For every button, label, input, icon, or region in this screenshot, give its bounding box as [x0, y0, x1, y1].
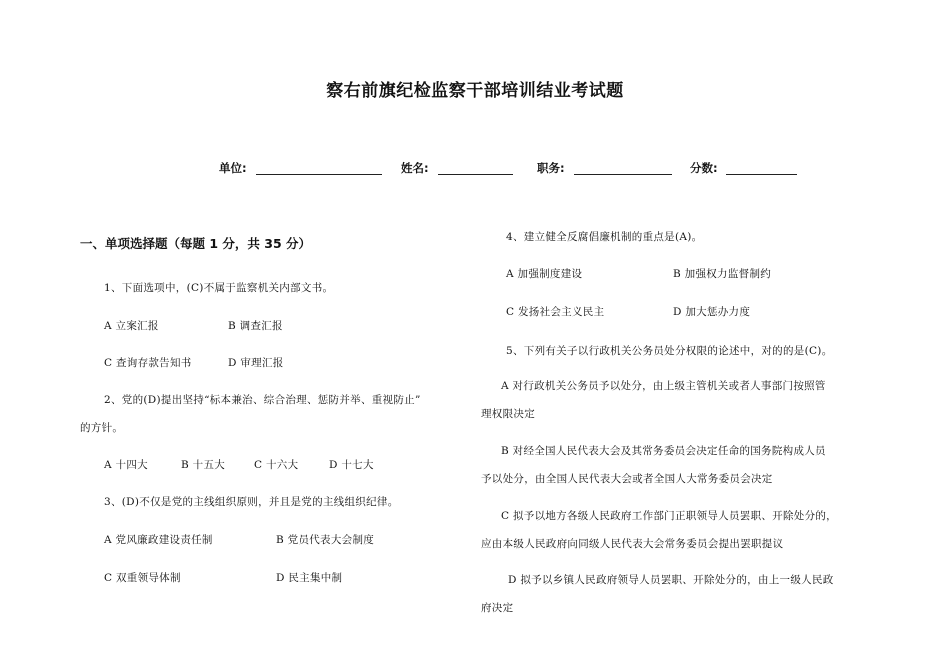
score-label: 分数:: [690, 161, 718, 175]
position-label: 职务:: [537, 161, 565, 175]
question-1-option-b: B 调查汇报: [228, 320, 283, 332]
question-4-option-c: C 发扬社会主义民主: [506, 306, 605, 318]
unit-blank[interactable]: [256, 174, 382, 175]
question-3-option-c: C 双重领导体制: [104, 572, 181, 584]
question-5-option-b-cont: 予以处分，由全国人民代表大会或者全国人大常务委员会决定: [481, 473, 773, 485]
question-5-stem: 5、下列有关子以行政机关公务员处分权限的论述中，对的的是(C)。: [506, 345, 833, 357]
question-5-option-a: A 对行政机关公务员予以处分，由上级主管机关或者人事部门按照管: [501, 380, 826, 392]
position-blank[interactable]: [574, 174, 672, 175]
question-5-option-c-cont: 应由本级人民政府向同级人民代表大会常务委员会提出罢职提议: [481, 538, 784, 550]
question-4-option-d: D 加大惩办力度: [673, 306, 751, 318]
question-2-option-d: D 十七大: [329, 459, 374, 471]
question-5-option-c: C 拟予以地方各级人民政府工作部门正职领导人员罢职、开除处分的，: [501, 510, 837, 522]
question-4-stem: 4、建立健全反腐倡廉机制的重点是(A)。: [506, 231, 703, 243]
question-5-option-a-cont: 理权限决定: [481, 408, 535, 420]
question-4-option-a: A 加强制度建设: [506, 268, 583, 280]
question-5-option-d: D 拟予以乡镇人民政府领导人员罢职、开除处分的，由上一级人民政: [508, 574, 834, 586]
question-2-stem-cont: 的方针。: [80, 422, 124, 434]
question-4-option-b: B 加强权力监督制约: [673, 268, 772, 280]
question-3-option-a: A 党风廉政建设责任制: [104, 534, 213, 546]
question-2-option-b: B 十五大: [181, 459, 226, 471]
exam-title: 察右前旗纪检监察干部培训结业考试题: [326, 81, 624, 101]
question-3-stem: 3、(D)不仅是党的主线组织原则，并且是党的主线组织纪律。: [104, 496, 399, 508]
name-label: 姓名:: [401, 161, 429, 175]
unit-label: 单位:: [219, 161, 247, 175]
question-2-option-c: C 十六大: [254, 459, 299, 471]
question-3-option-b: B 党员代表大会制度: [276, 534, 375, 546]
question-1-stem: 1、下面选项中，(C)不属于监察机关内部文书。: [104, 282, 334, 294]
question-5-option-d-cont: 府决定: [481, 602, 514, 614]
question-1-option-a: A 立案汇报: [104, 320, 159, 332]
question-5-option-b: B 对经全国人民代表大会及其常务委员会决定任命的国务院构成人员: [501, 445, 826, 457]
question-3-option-d: D 民主集中制: [276, 572, 343, 584]
question-2-stem: 2、党的(D)提出坚持“标本兼治、综合治理、惩防并举、重视防止”: [104, 394, 421, 406]
score-blank[interactable]: [726, 174, 797, 175]
question-1-option-d: D 审理汇报: [228, 357, 284, 369]
question-2-option-a: A 十四大: [104, 459, 148, 471]
question-1-option-c: C 查询存款告知书: [104, 357, 192, 369]
name-blank[interactable]: [438, 174, 513, 175]
section-heading: 一、单项选择题（每题 1 分，共 35 分）: [80, 236, 312, 251]
